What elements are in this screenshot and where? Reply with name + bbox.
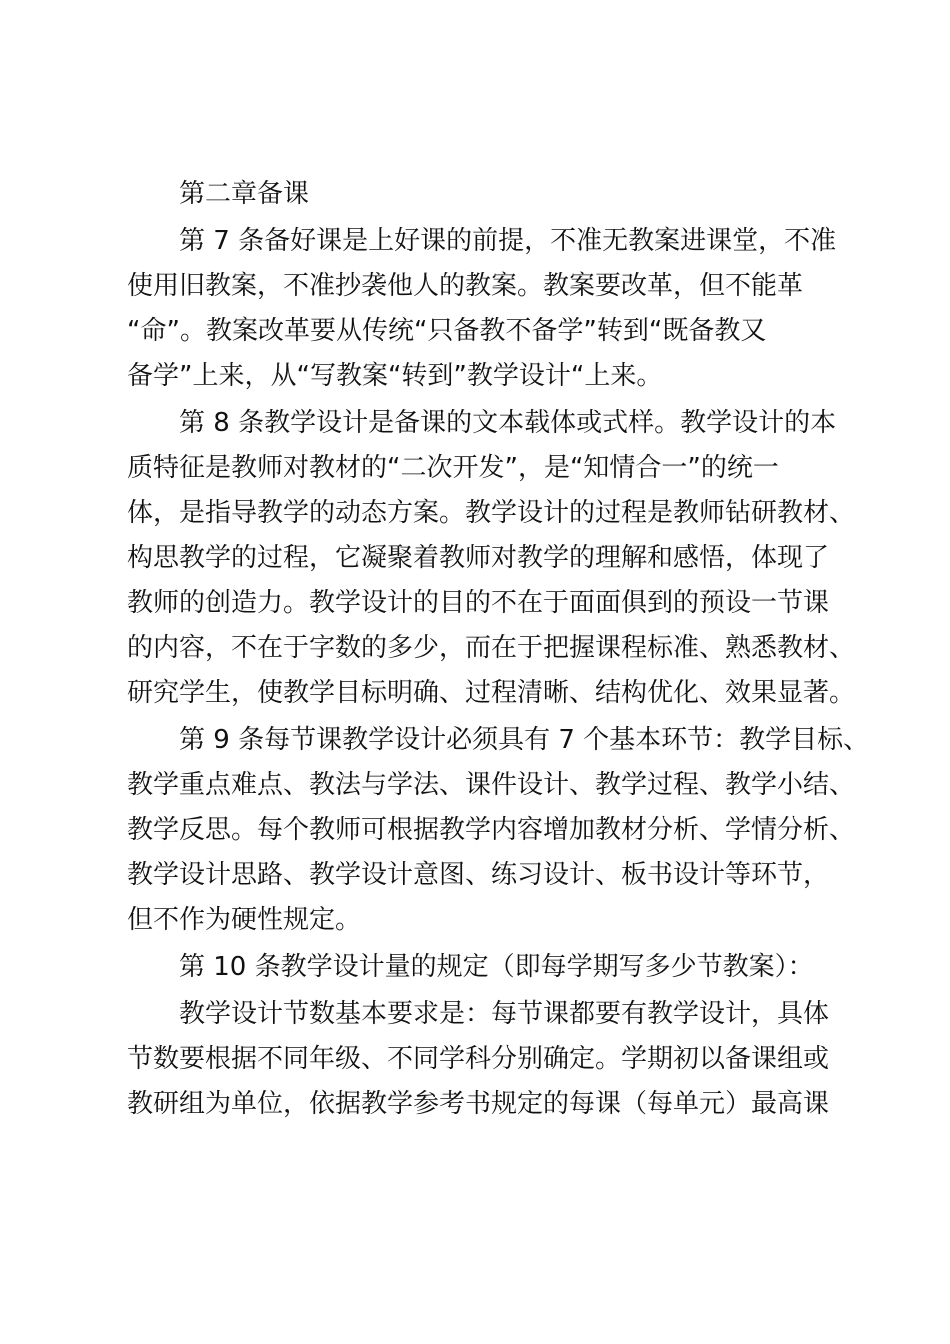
article-10-line: 第 10 条教学设计量的规定（即每学期写多少节教案）：: [179, 952, 814, 982]
article-7-line: 第 7 条备好课是上好课的前提，不准无教案进课堂，不准: [179, 226, 837, 256]
article-9-line: 但不作为硬性规定。: [127, 905, 362, 935]
article-8-line: 质特征是教师对教材的“二次开发”，是“知情合一”的统一: [127, 453, 779, 483]
article-9-line: 第 9 条每节课教学设计必须具有 7 个基本环节：教学目标、: [179, 725, 870, 755]
article-8-paragraph: [127, 401, 856, 716]
document-body: [127, 172, 870, 1127]
chapter-title: 第二章备课: [179, 179, 310, 209]
article-8-line: 第 8 条教学设计是备课的文本载体或式样。教学设计的本: [179, 408, 837, 438]
article-7-line: 使用旧教案，不准抄袭他人的教案。教案要改革，但不能革: [127, 271, 804, 301]
article-8-line: 教师的创造力。教学设计的目的不在于面面俱到的预设一节课: [127, 588, 830, 618]
article-9-paragraph: [127, 718, 870, 943]
article-7-line: 备学”上来，从“写教案“转到”教学设计“上来。: [127, 361, 663, 391]
article-10-detail-line: 节数要根据不同年级、不同学科分别确定。学期初以备课组或: [127, 1044, 830, 1074]
article-10-detail-paragraph: [127, 992, 847, 1127]
article-9-line: 教学设计思路、教学设计意图、练习设计、板书设计等环节，: [127, 860, 830, 890]
article-10-detail-line: 教研组为单位，依据教学参考书规定的每课（每单元）最高课: [127, 1089, 830, 1119]
article-10-paragraph: [127, 945, 847, 990]
article-8-line: 体，是指导教学的动态方案。教学设计的过程是教师钻研教材、: [127, 498, 856, 528]
article-7-paragraph: [127, 219, 847, 399]
article-9-line: 教学重点难点、教法与学法、课件设计、教学过程、教学小结、: [127, 770, 856, 800]
article-9-line: 教学反思。每个教师可根据教学内容增加教材分析、学情分析、: [127, 815, 856, 845]
article-8-line: 构思教学的过程，它凝聚着教师对教学的理解和感悟，体现了: [127, 543, 830, 573]
article-7-line: “命”。教案改革要从传统“只备教不备学”转到“既备教又: [127, 316, 767, 346]
article-8-line: 的内容，不在于字数的多少，而在于把握课程标准、熟悉教材、: [127, 633, 856, 663]
article-10-detail-line: 教学设计节数基本要求是：每节课都要有教学设计，具体: [179, 999, 830, 1029]
article-8-line: 研究学生，使教学目标明确、过程清晰、结构优化、效果显著。: [127, 678, 856, 708]
